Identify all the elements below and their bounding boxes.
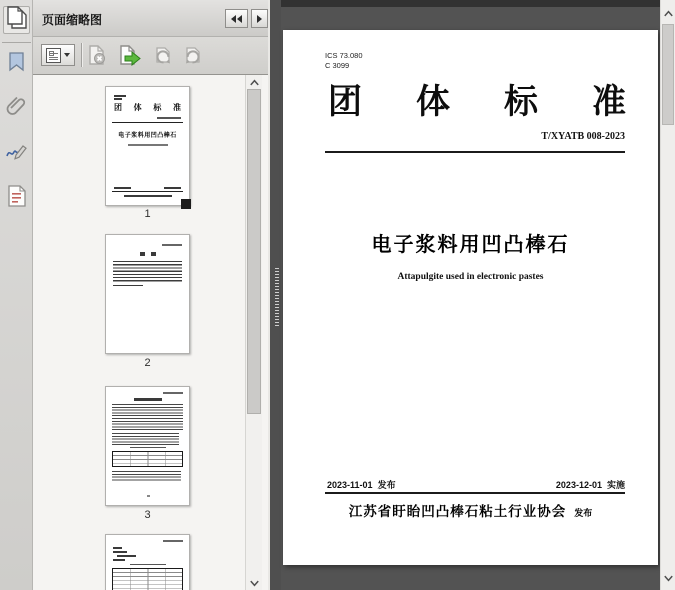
chevron-up-icon xyxy=(662,9,675,18)
bookmarks-panel-button[interactable] xyxy=(3,50,30,78)
panel-scrollbar-thumb[interactable] xyxy=(247,89,261,414)
options-menu-icon xyxy=(46,48,61,63)
rotate-ccw-icon xyxy=(152,44,174,66)
delete-page-button[interactable] xyxy=(85,43,109,67)
collapse-panel-icon xyxy=(231,15,236,23)
document-page xyxy=(283,30,658,565)
footer-rule xyxy=(325,492,625,494)
standard-type-title: 团 体 标 准 xyxy=(328,84,626,121)
mini-paragraph xyxy=(113,261,182,283)
text-line xyxy=(113,285,143,286)
mini-paragraph xyxy=(112,433,179,445)
panel-header xyxy=(33,0,268,37)
collapse-panel-button[interactable] xyxy=(225,9,248,28)
standard-number: T/XYATB 008-2023 xyxy=(541,131,625,142)
extract-page-button[interactable] xyxy=(118,43,142,67)
delete-page-icon xyxy=(86,44,108,66)
chevron-down-icon xyxy=(64,53,70,57)
thumbnail-page-3[interactable] xyxy=(105,386,190,506)
thumbnail-page-4[interactable] xyxy=(105,534,190,590)
paperclip-icon xyxy=(5,93,29,124)
document-title-cn: 电子浆料用凹凸棒石 xyxy=(371,234,570,256)
text-line xyxy=(114,187,131,189)
chevron-down-icon xyxy=(662,574,675,583)
toolbar-separator xyxy=(81,43,82,67)
signature-icon xyxy=(5,140,29,169)
page-thumbnails-panel xyxy=(33,0,268,590)
mini-rule xyxy=(112,122,183,123)
issuer-name: 江苏省盱眙凹凸棒石粘土行业协会 xyxy=(348,504,567,519)
content-panel-button[interactable] xyxy=(3,184,30,212)
issuer-action: 发布 xyxy=(574,508,593,518)
rotate-cw-button[interactable] xyxy=(181,43,205,67)
page-thumbnails-panel-button[interactable] xyxy=(3,6,30,34)
text-line xyxy=(114,98,122,100)
panel-toolbar xyxy=(33,37,268,74)
chevron-down-icon xyxy=(248,579,261,588)
publish-date: 2023-11-01 发布 xyxy=(327,480,396,490)
chevron-up-icon xyxy=(248,78,261,87)
text-line xyxy=(117,555,136,557)
strip-divider xyxy=(2,42,31,43)
mini-paragraph xyxy=(112,471,181,481)
bookmarks-icon xyxy=(6,50,28,79)
thumbnail-list xyxy=(33,74,268,590)
extract-page-icon xyxy=(118,44,142,66)
text-line xyxy=(163,540,183,542)
ics-code: ICS 73.080 xyxy=(325,51,363,60)
text-line xyxy=(113,551,127,553)
document-title-en: Attapulgite used in electronic pastes xyxy=(397,272,544,282)
mini-table xyxy=(112,568,183,590)
page-number-label[interactable]: 2 xyxy=(144,357,151,369)
panel-splitter[interactable] xyxy=(268,0,281,590)
text-line xyxy=(162,244,182,246)
text-line xyxy=(124,195,172,197)
header-rule xyxy=(325,151,625,153)
text-line xyxy=(163,392,183,394)
rotate-ccw-button[interactable] xyxy=(151,43,175,67)
text-line xyxy=(140,252,145,256)
document-view xyxy=(281,0,660,590)
panel-scroll-up-button[interactable] xyxy=(246,75,262,90)
text-line xyxy=(130,564,166,565)
options-menu-button[interactable] xyxy=(41,44,75,66)
page-thumbnails-icon xyxy=(5,5,29,36)
doc-scroll-up-button[interactable] xyxy=(661,6,675,21)
mini-table xyxy=(112,451,183,467)
mini-heading xyxy=(134,398,162,401)
ccs-code: C 3099 xyxy=(325,60,350,70)
mini-title: 电子浆料用凹凸棒石 xyxy=(118,133,177,139)
mini-rule xyxy=(112,191,183,192)
implement-date: 2023-12-01 实施 xyxy=(555,480,625,490)
doc-scroll-down-button[interactable] xyxy=(661,571,675,586)
signatures-panel-button[interactable] xyxy=(3,140,30,168)
issuer-line xyxy=(283,500,658,521)
attachments-panel-button[interactable] xyxy=(3,94,30,122)
doc-scrollbar-thumb[interactable] xyxy=(662,24,674,125)
text-line xyxy=(128,144,168,146)
document-top-strip xyxy=(281,0,660,7)
panel-title: 页面缩略图 xyxy=(42,13,103,27)
ics-codes xyxy=(325,51,363,70)
splitter-grip-icon[interactable] xyxy=(275,268,279,326)
thumbnail-page-2[interactable] xyxy=(105,234,190,354)
mini-standard-type: 团 体 标 准 xyxy=(114,103,181,112)
text-line xyxy=(113,559,125,561)
page-number-label[interactable]: 1 xyxy=(144,208,151,220)
page-number-label[interactable]: 3 xyxy=(144,509,151,521)
content-icon xyxy=(6,184,28,213)
text-line xyxy=(164,187,181,189)
collapse-panel-icon xyxy=(237,15,242,23)
text-line xyxy=(113,547,122,549)
panel-scrollbar[interactable] xyxy=(245,75,262,590)
document-scrollbar[interactable] xyxy=(660,0,675,590)
panel-scroll-down-button[interactable] xyxy=(246,576,262,590)
navigation-icon-strip xyxy=(0,0,33,590)
next-view-icon xyxy=(257,15,262,23)
text-line xyxy=(114,95,126,97)
thumbnail-page-1[interactable] xyxy=(105,86,190,206)
text-line xyxy=(151,252,156,256)
mini-paragraph xyxy=(112,404,183,430)
next-view-button[interactable] xyxy=(251,9,268,28)
text-line xyxy=(130,447,166,448)
rotate-cw-icon xyxy=(182,44,204,66)
text-line xyxy=(157,117,181,119)
text-line xyxy=(147,495,150,497)
